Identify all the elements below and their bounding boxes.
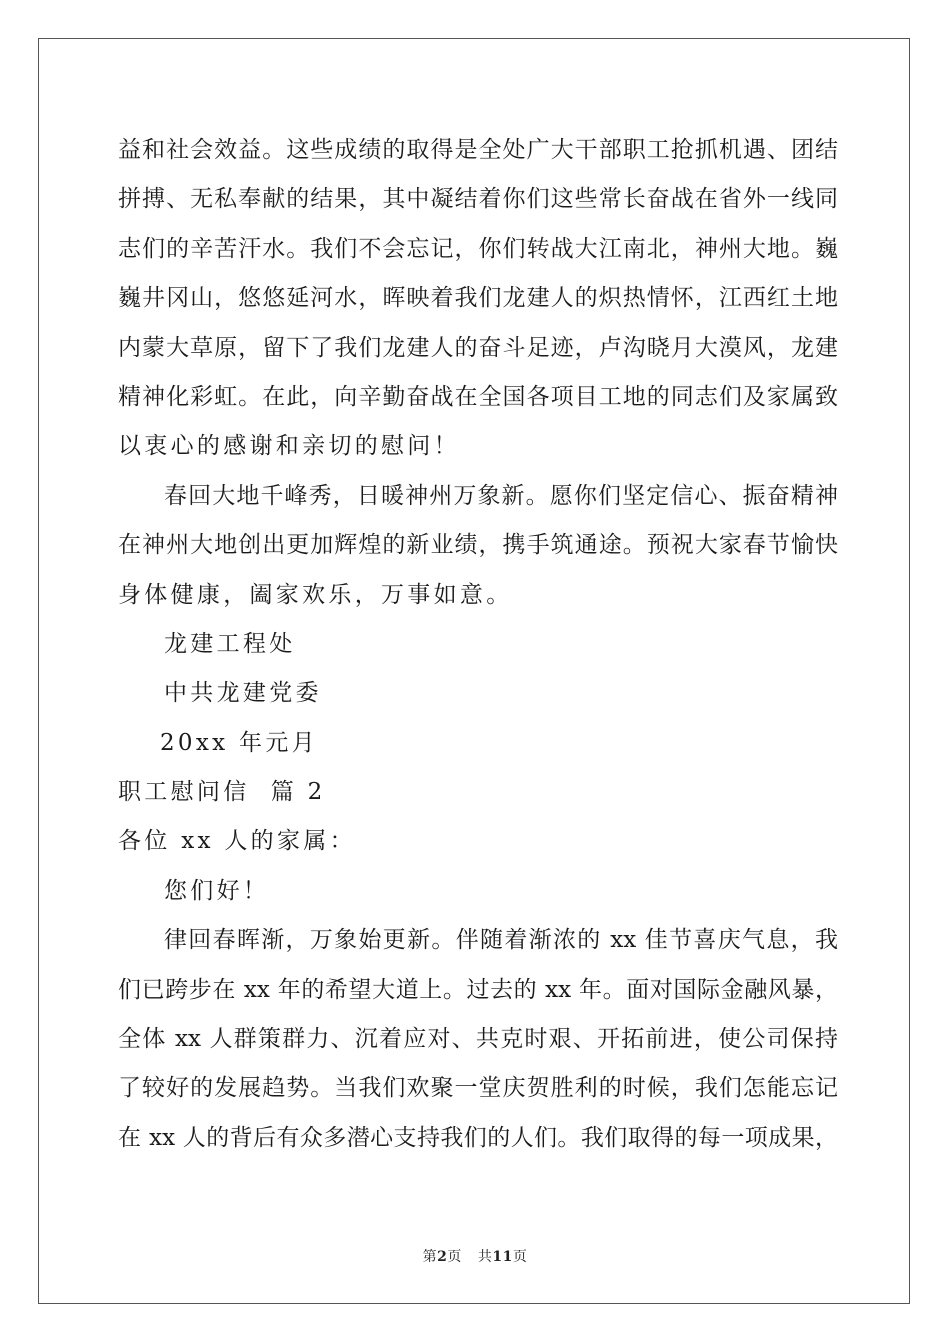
footer-total-suffix: 页 — [512, 1249, 528, 1265]
paragraph-line: 精神化彩虹。在此，向辛勤奋战在全国各项目工地的同志们及家属致 — [118, 383, 838, 410]
signature-date: 20xx 年元月 — [160, 729, 318, 756]
paragraph-line: 身体健康，阖家欢乐，万事如意。 — [118, 581, 513, 608]
paragraph-line: 律回春晖渐，万象始更新。伴随着渐浓的 xx 佳节喜庆气息，我 — [164, 927, 838, 954]
section-heading: 职工慰问信 篇 2 — [118, 779, 326, 806]
salutation: 各位 xx 人的家属： — [118, 828, 356, 855]
footer-page-suffix: 页 — [447, 1249, 462, 1265]
paragraph-line: 全体 xx 人群策群力、沉着应对、共克时艰、开拓前进，使公司保持 — [118, 1026, 838, 1053]
page-footer — [0, 1246, 950, 1266]
paragraph-line: 春回大地千峰秀，日暖神州万象新。愿你们坚定信心、振奋精神 — [164, 482, 838, 509]
paragraph-line: 在神州大地创出更加辉煌的新业绩，携手筑通途。预祝大家春节愉快 — [118, 532, 838, 559]
current-page-number: 2 — [437, 1249, 448, 1265]
total-pages-number: 11 — [492, 1249, 513, 1265]
paragraph-line: 内蒙大草原，留下了我们龙建人的奋斗足迹，卢沟晓月大漠风，龙建 — [118, 334, 838, 361]
footer-total-prefix: 共 — [477, 1249, 493, 1265]
signature-party: 中共龙建党委 — [164, 680, 322, 707]
paragraph-line: 了较好的发展趋势。当我们欢聚一堂庆贺胜利的时候，我们怎能忘记 — [118, 1075, 838, 1102]
document-body — [118, 126, 838, 1163]
footer-prefix: 第 — [422, 1249, 438, 1265]
paragraph-line: 拼搏、无私奉献的结果，其中凝结着你们这些常长奋战在省外一线同 — [118, 186, 838, 213]
paragraph-line: 们已跨步在 xx 年的希望大道上。过去的 xx 年。面对国际金融风暴， — [118, 976, 838, 1003]
paragraph-line: 巍井冈山，悠悠延河水，晖映着我们龙建人的炽热情怀，江西红土地 — [118, 285, 838, 312]
paragraph-line: 志们的辛苦汗水。我们不会忘记，你们转战大江南北，神州大地。巍 — [118, 235, 838, 262]
signature-org: 龙建工程处 — [164, 630, 296, 657]
paragraph-line: 益和社会效益。这些成绩的取得是全处广大干部职工抢抓机遇、团结 — [118, 137, 838, 163]
paragraph-line: 以衷心的感谢和亲切的慰问！ — [118, 433, 460, 460]
greeting: 您们好！ — [164, 877, 270, 904]
paragraph-line: 在 xx 人的背后有众多潜心支持我们的人们。我们取得的每一项成果， — [118, 1124, 838, 1151]
